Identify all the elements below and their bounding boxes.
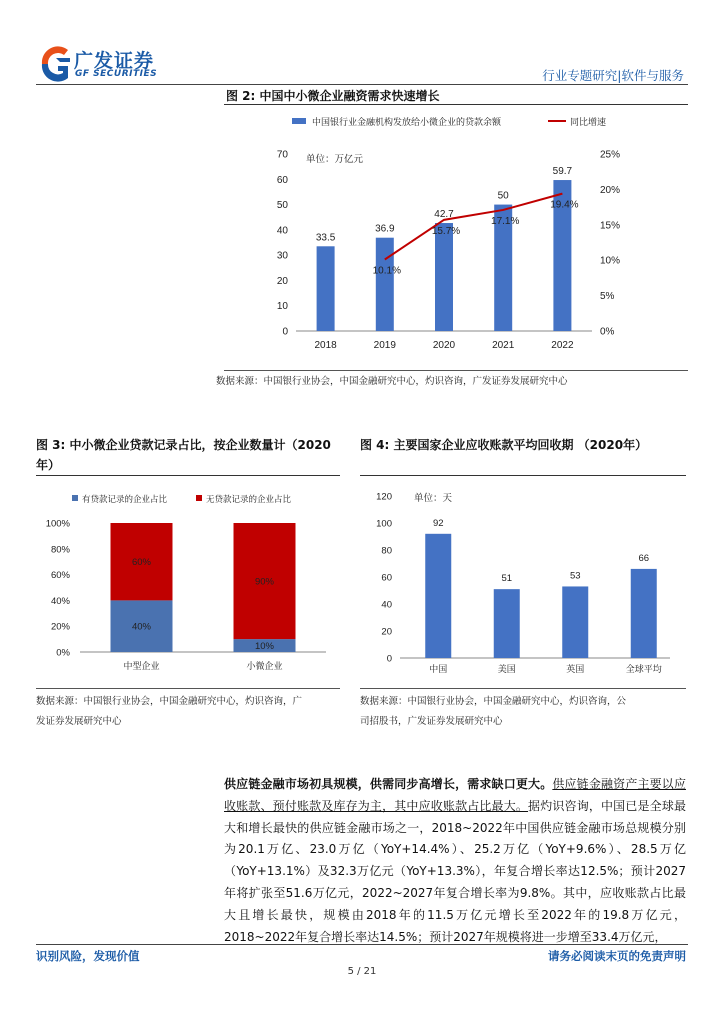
y-tick-label: 120 — [376, 491, 392, 503]
fig3-title-line2: 年） — [36, 458, 61, 472]
y-tick-label: 40 — [276, 225, 288, 237]
bar-value-label: 66 — [638, 552, 650, 564]
y-tick-label: 40 — [381, 599, 392, 611]
fig3-top-rule — [36, 475, 340, 476]
fig2-title: 图 2: 中国中小微企业融资需求快速增长 — [226, 89, 440, 103]
y-tick-label: 40% — [50, 595, 70, 607]
footer-left: 识别风险，发现价值 — [36, 949, 140, 963]
segment-value-label: 60% — [131, 557, 152, 569]
y-tick-label: 100 — [376, 518, 392, 530]
y-tick-label: 0 — [282, 326, 288, 338]
bar-value-label: 33.5 — [315, 232, 336, 244]
y-tick-label: 70 — [276, 149, 288, 161]
body-bold-lead: 供应链金融市场初具规模，供需同步高增长，需求缺口更大。 — [224, 777, 553, 791]
y-tick-label: 20 — [276, 275, 288, 287]
fig4-plot — [376, 492, 670, 675]
bar-value-label: 50 — [497, 190, 509, 202]
y-tick-label: 100% — [45, 518, 70, 530]
y-tick-label: 80 — [381, 545, 392, 557]
y-tick-label: 20 — [381, 626, 392, 638]
y-tick-label: 80% — [50, 544, 70, 556]
y-tick-label: 20% — [50, 621, 70, 633]
legend-line-label: 同比增速 — [570, 117, 607, 127]
x-tick-label: 2018 — [314, 340, 337, 351]
x-tick-label: 中型企业 — [123, 661, 160, 671]
fig4-chart — [360, 478, 686, 684]
fig4-source-line1: 数据来源：中国银行业协会，中国金融研究中心，灼识咨询，公 — [360, 696, 627, 707]
legend-bar-label: 中国银行业金融机构发放给小微企业的贷款余额 — [312, 117, 502, 127]
fig4-title: 图 4: 主要国家企业应收账款平均回收期 （2020年） — [360, 438, 648, 452]
x-tick-label: 美国 — [497, 664, 516, 674]
bar — [494, 589, 520, 658]
bar — [317, 246, 335, 331]
fig2-unit: 单位：万亿元 — [306, 154, 364, 165]
y-tick-label: 10 — [276, 301, 288, 313]
bar-value-label: 36.9 — [375, 223, 395, 235]
legend-b-label: 无贷款记录的企业占比 — [206, 494, 292, 504]
x-tick-label: 英国 — [566, 664, 585, 674]
footer-rule — [36, 944, 688, 945]
y2-tick-label: 25% — [600, 149, 621, 161]
y-tick-label: 60 — [276, 174, 288, 186]
y2-tick-label: 20% — [600, 184, 621, 196]
bar — [562, 586, 588, 658]
fig2-legend — [292, 116, 606, 127]
y-tick-label: 0 — [386, 653, 392, 665]
body-rest: 据灼识咨询，中国已是全球最大和增长最快的供应链金融市场之一，2018~2022年中国供应链金融市场总规模分别为20.1万亿、23.0万亿（YoY+14.4%）、25.2万亿（YoY+9.6%）、28.5万亿（YoY+13.1%）及32.3万亿元（YoY+13.3%），年复合增长率达12.5%；预计2027年将扩张至51.6万亿元，2022~2027年复合增长率为9.8%。其中，应收账款占比最大且增长最快，规模由2018年的11.5万亿元增长至2022年的19.8万亿元，2018~2022年复合增长率达14.5%；预计2027年规模将进一步增至33.4万亿元， — [224, 798, 686, 944]
fig4-bottom-rule — [360, 688, 686, 689]
logo-cn: 广发证券 — [74, 50, 155, 72]
bar-value-label: 92 — [432, 517, 444, 529]
legend-a-swatch — [72, 495, 78, 501]
bar-value-label: 42.7 — [434, 209, 454, 221]
fig3-source-line2: 发证券发展研究中心 — [36, 716, 122, 727]
growth-line — [385, 194, 563, 260]
fig3-plot — [46, 519, 326, 672]
bar-value-label: 59.7 — [552, 166, 573, 178]
x-tick-label: 小微企业 — [246, 661, 283, 671]
header-rule — [36, 84, 688, 85]
y-tick-label: 0% — [56, 647, 70, 659]
segment-value-label: 10% — [254, 641, 275, 653]
segment-value-label: 90% — [254, 576, 275, 588]
bar — [631, 569, 657, 658]
y-tick-label: 50 — [276, 200, 288, 212]
x-tick-label: 中国 — [429, 664, 448, 674]
line-value-label: 15.7% — [431, 225, 461, 237]
x-tick-label: 2019 — [373, 340, 396, 351]
fig4-source-line2: 司招股书，广发证券发展研究中心 — [360, 716, 503, 727]
bar — [425, 534, 451, 658]
legend-a-label: 有贷款记录的企业占比 — [82, 494, 168, 504]
fig3-chart — [36, 478, 340, 684]
footer-right: 请务必阅读末页的免责声明 — [548, 949, 686, 963]
body-underlined: 供应链金融资产主要以应收账款、预付账款及库存为主，其中应收账款占比最大。 — [224, 777, 686, 813]
x-tick-label: 2020 — [432, 340, 456, 351]
page-number: 5 / 21 — [347, 966, 377, 977]
brand-logo — [38, 44, 158, 84]
fig2-top-rule — [224, 104, 688, 105]
y2-tick-label: 10% — [600, 255, 621, 267]
fig4-top-rule — [360, 475, 686, 476]
line-value-label: 17.1% — [491, 215, 520, 227]
x-tick-label: 全球平均 — [625, 664, 662, 674]
y-tick-label: 30 — [276, 250, 288, 262]
legend-b-swatch — [196, 495, 202, 501]
line-value-label: 19.4% — [550, 199, 579, 211]
y2-tick-label: 5% — [600, 291, 615, 303]
legend-bar-swatch — [292, 118, 306, 124]
x-tick-label: 2021 — [492, 340, 515, 351]
fig4-unit: 单位：天 — [414, 493, 453, 504]
body-paragraph — [224, 774, 686, 948]
y2-tick-label: 15% — [600, 220, 621, 232]
fig2-plot — [277, 150, 620, 352]
fig2-chart — [224, 106, 688, 368]
bar — [435, 223, 453, 331]
fig3-bottom-rule — [36, 688, 340, 689]
x-tick-label: 2022 — [551, 340, 574, 351]
bar-value-label: 53 — [569, 570, 581, 582]
section-label: 行业专题研究|软件与服务 — [542, 68, 684, 83]
fig3-title-line1: 图 3: 中小微企业贷款记录占比，按企业数量计（2020 — [36, 438, 331, 452]
bar-value-label: 51 — [501, 573, 513, 585]
segment-value-label: 40% — [131, 621, 152, 633]
fig2-source: 数据来源：中国银行业协会，中国金融研究中心，灼识咨询，广发证券发展研究中心 — [216, 376, 568, 387]
line-value-label: 10.1% — [372, 265, 401, 277]
y2-tick-label: 0% — [600, 326, 615, 338]
y-tick-label: 60 — [381, 572, 392, 584]
logo-en: GF SECURITIES — [75, 69, 158, 79]
y-tick-label: 60% — [50, 570, 70, 582]
bar — [376, 238, 394, 331]
fig2-bottom-rule — [224, 370, 688, 371]
fig3-source-line1: 数据来源：中国银行业协会，中国金融研究中心，灼识咨询，广 — [36, 696, 303, 707]
